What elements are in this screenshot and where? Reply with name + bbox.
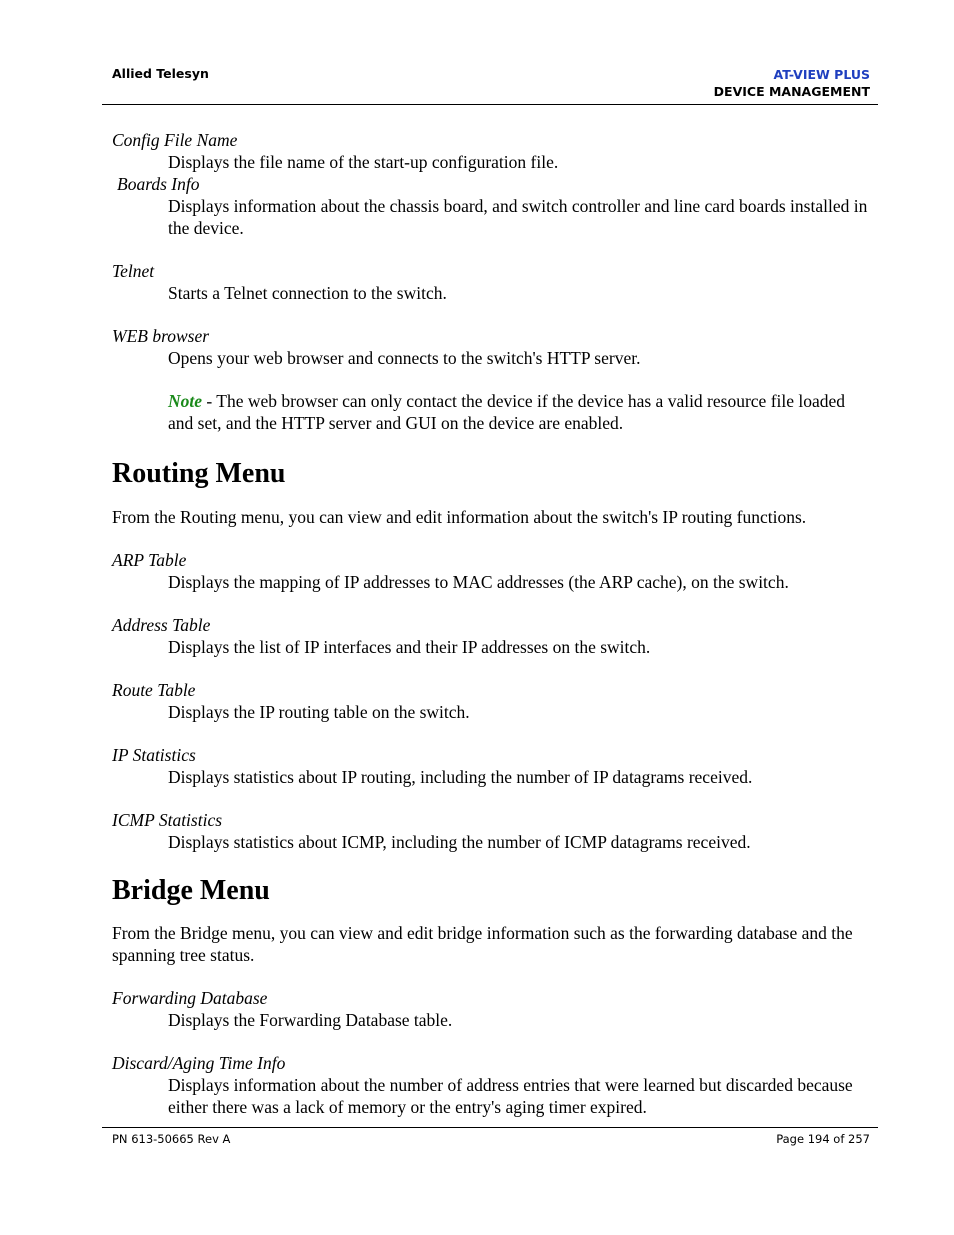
- bridge-heading: Bridge Menu: [112, 875, 270, 906]
- footer-rule: [102, 1127, 878, 1128]
- desc-config-file-name: Displays the file name of the start-up configuration file.: [168, 152, 559, 172]
- desc-icmp-statistics: Displays statistics about ICMP, including the number of ICMP datagrams received.: [168, 832, 751, 852]
- desc-arp-table: Displays the mapping of IP addresses to MAC addresses (the ARP cache), on the switch.: [168, 572, 789, 592]
- part-number: PN 613-50665 Rev A: [112, 1132, 231, 1146]
- term-forwarding-database: Forwarding Database: [112, 988, 268, 1008]
- desc-discard-aging: Displays information about the number of address entries that were learned but discarded because either there was a lack of memory or the entry's aging timer expired.: [168, 1075, 853, 1117]
- desc-address-table: Displays the list of IP interfaces and their IP addresses on the switch.: [168, 637, 651, 657]
- section-name: DEVICE MANAGEMENT: [713, 84, 870, 99]
- page-number: Page 194 of 257: [776, 1132, 870, 1146]
- term-arp-table: ARP Table: [112, 550, 187, 570]
- bridge-intro: From the Bridge menu, you can view and edit bridge information such as the forwarding database and the spanning tree status.: [112, 923, 853, 965]
- desc-telnet: Starts a Telnet connection to the switch.: [168, 283, 447, 303]
- desc-boards-info: Displays information about the chassis board, and switch controller and line card boards installed in the device.: [168, 196, 868, 238]
- note-text: - The web browser can only contact the device if the device has a valid resource file loaded and set, and the HTTP server and GUI on the device are enabled.: [168, 391, 846, 433]
- desc-route-table: Displays the IP routing table on the switch.: [168, 702, 470, 722]
- term-ip-statistics: IP Statistics: [112, 745, 196, 765]
- desc-ip-statistics: Displays statistics about IP routing, including the number of IP datagrams received.: [168, 767, 753, 787]
- term-config-file-name: Config File Name: [112, 130, 238, 150]
- routing-heading: Routing Menu: [112, 458, 286, 489]
- term-boards-info: Boards Info: [117, 174, 200, 194]
- term-discard-aging: Discard/Aging Time Info: [112, 1053, 286, 1073]
- page-content: [112, 129, 872, 1118]
- routing-intro: From the Routing menu, you can view and edit information about the switch's IP routing functions.: [112, 507, 807, 527]
- desc-forwarding-database: Displays the Forwarding Database table.: [168, 1010, 453, 1030]
- header-rule: [102, 104, 878, 105]
- term-icmp-statistics: ICMP Statistics: [112, 810, 223, 830]
- note-paragraph: [168, 390, 872, 434]
- product-name: AT-VIEW PLUS: [773, 67, 870, 82]
- term-web-browser: WEB browser: [112, 326, 210, 346]
- desc-web-browser: Opens your web browser and connects to the switch's HTTP server.: [168, 348, 641, 368]
- term-address-table: Address Table: [112, 615, 211, 635]
- term-route-table: Route Table: [112, 680, 196, 700]
- company-name: Allied Telesyn: [112, 66, 209, 81]
- note-label: Note: [168, 391, 203, 411]
- term-telnet: Telnet: [112, 261, 155, 281]
- header-titles: [714, 66, 870, 100]
